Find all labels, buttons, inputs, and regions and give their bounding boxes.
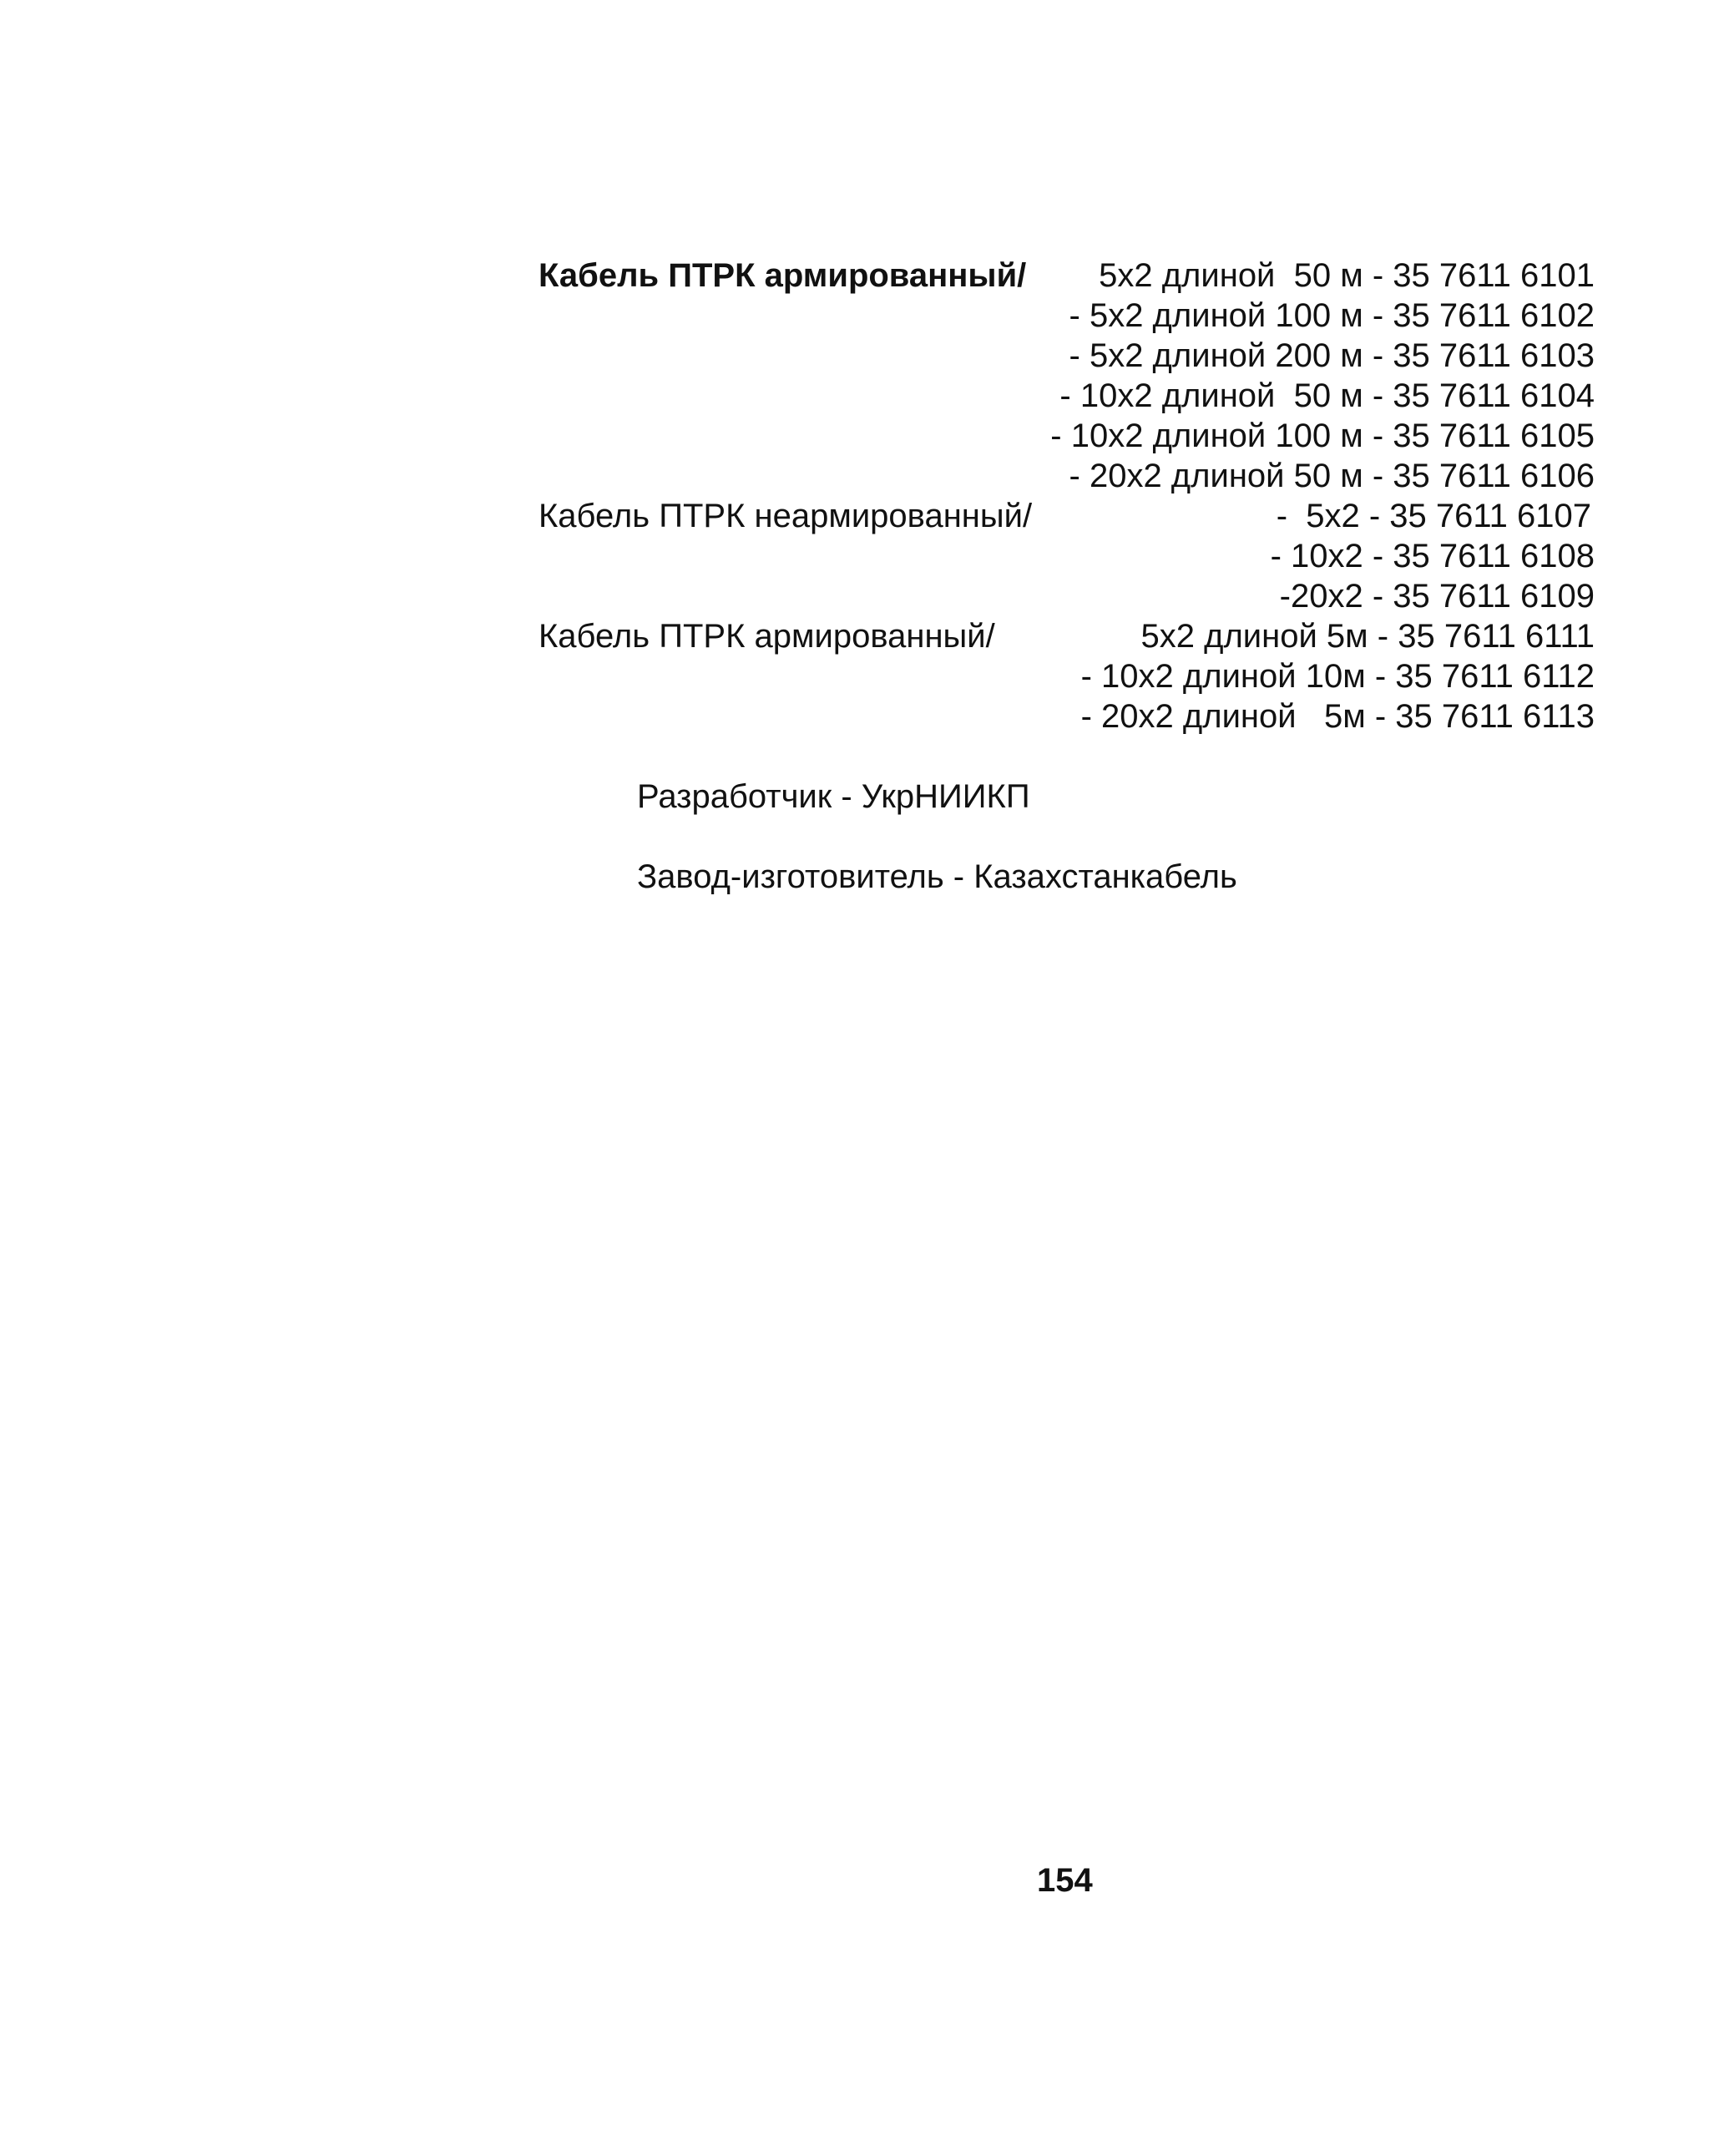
group-1-item-5: - 10х2 длиной 100 м - 35 7611 6105: [1050, 418, 1595, 454]
group-2-item-3: -20х2 - 35 7611 6109: [1279, 578, 1595, 615]
group-2-title: Кабель ПТРК неармированный/: [538, 498, 1033, 534]
manufacturer-line: Завод-изготовитель - Казахстанкабель: [637, 858, 1237, 895]
group-1-item-2: - 5х2 длиной 100 м - 35 7611 6102: [1069, 297, 1595, 334]
page-number: 154: [1037, 1862, 1093, 1899]
group-1-item-3: - 5х2 длиной 200 м - 35 7611 6103: [1069, 337, 1595, 374]
group-1-item-1: 5х2 длиной 50 м - 35 7611 6101: [1099, 257, 1595, 294]
group-3-item-1: 5х2 длиной 5м - 35 7611 6111: [1140, 618, 1595, 655]
group-3-title: Кабель ПТРК армированный/: [538, 618, 995, 655]
group-3-item-3: - 20х2 длиной 5м - 35 7611 6113: [1080, 698, 1595, 735]
group-1-title: Кабель ПТРК армированный/: [538, 257, 1027, 294]
group-1-item-6: - 20х2 длиной 50 м - 35 7611 6106: [1069, 458, 1595, 494]
group-3-item-2: - 10х2 длиной 10м - 35 7611 6112: [1080, 658, 1595, 695]
group-2-item-2: - 10х2 - 35 7611 6108: [1270, 538, 1595, 574]
group-1-item-4: - 10х2 длиной 50 м - 35 7611 6104: [1059, 377, 1595, 414]
developer-line: Разработчик - УкрНИИКП: [637, 778, 1030, 815]
group-2-item-1: - 5х2 - 35 7611 6107: [1276, 498, 1591, 534]
